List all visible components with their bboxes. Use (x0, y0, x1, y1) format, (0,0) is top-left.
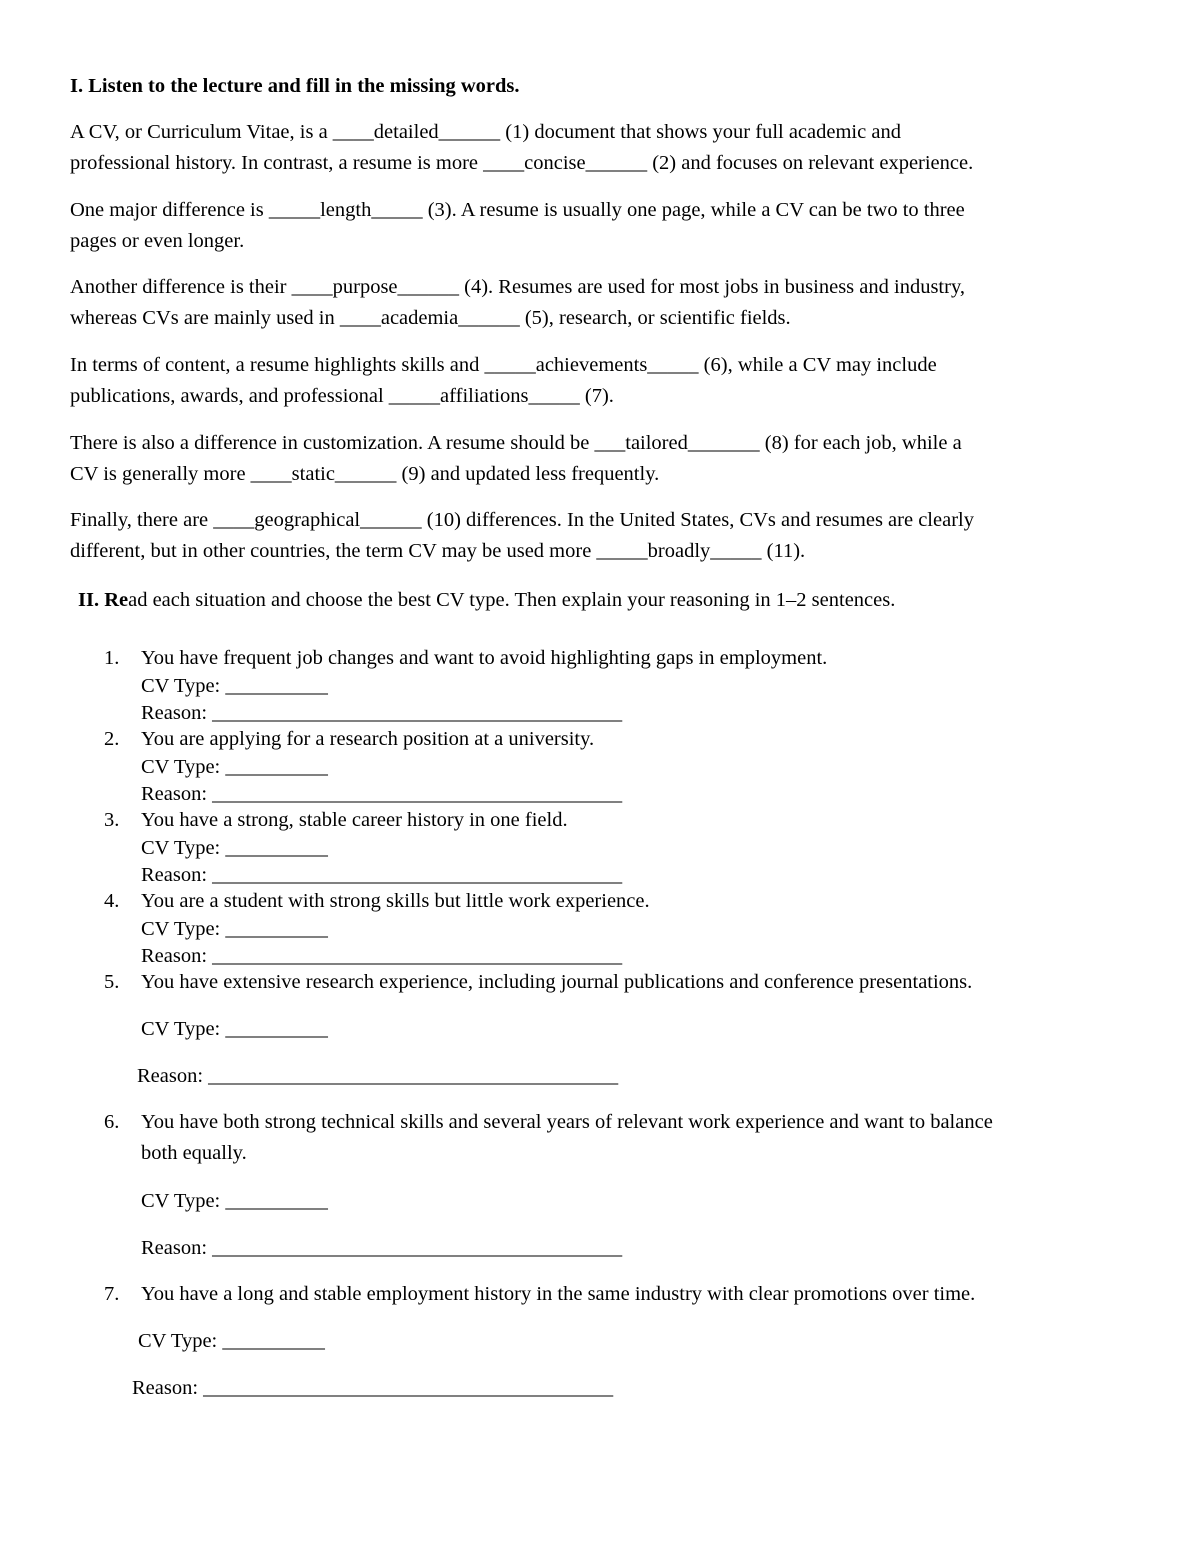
paragraph-line: different, but in other countries, the term CV may be used more _____broadly_____ (11). (70, 540, 806, 562)
paragraph-line: There is also a difference in customization. A resume should be ___tailored_______ (8) for each job, while a (70, 432, 962, 454)
item-text: You have extensive research experience, including journal publications and conference presentations. (141, 971, 973, 993)
paragraph-line: In terms of content, a resume highlights skills and _____achievements_____ (6), while a CV may include (70, 354, 937, 376)
reason-blank[interactable]: Reason: ________________________________________ (141, 1237, 623, 1259)
item-text: You have frequent job changes and want to avoid highlighting gaps in employment. (141, 647, 828, 669)
paragraph-line: pages or even longer. (70, 230, 245, 252)
paragraph-line: A CV, or Curriculum Vitae, is a ____detailed______ (1) document that shows your full academic and (70, 121, 901, 143)
cv-type-blank[interactable]: CV Type: __________ (141, 1190, 328, 1212)
cv-type-blank[interactable]: CV Type: __________ (138, 1330, 325, 1352)
paragraph-line: professional history. In contrast, a resume is more ____concise______ (2) and focuses on relevant experience. (70, 152, 974, 174)
paragraph-line: whereas CVs are mainly used in ____academia______ (5), research, or scientific fields. (70, 307, 791, 329)
item-text: You are applying for a research position at a university. (141, 728, 595, 750)
paragraph-6 (70, 505, 1135, 567)
section2-heading-rest: ad each situation and choose the best CV type. Then explain your reasoning in 1–2 sentences. (128, 589, 896, 611)
paragraph-1 (70, 117, 1135, 179)
reason-blank[interactable]: Reason: ________________________________________ (141, 864, 623, 886)
cv-type-blank[interactable]: CV Type: __________ (141, 675, 328, 697)
paragraph-line: publications, awards, and professional _____affiliations_____ (7). (70, 385, 614, 407)
item-text: You have a long and stable employment history in the same industry with clear promotions over time. (141, 1283, 976, 1305)
item-number: 3. (104, 809, 120, 831)
item-text: You have both strong technical skills and several years of relevant work experience and want to balance (141, 1111, 993, 1133)
paragraph-3 (70, 272, 1135, 334)
reason-blank[interactable]: Reason: ________________________________________ (141, 783, 623, 805)
item-text-continued: both equally. (141, 1142, 247, 1164)
reason-blank[interactable]: Reason: ________________________________________ (137, 1065, 619, 1087)
section2-heading-bold: II. Re (78, 589, 129, 611)
paragraph-line: Finally, there are ____geographical______ (10) differences. In the United States, CVs and resumes are clearly (70, 509, 974, 531)
reason-blank[interactable]: Reason: ________________________________________ (132, 1377, 614, 1399)
cv-type-blank[interactable]: CV Type: __________ (141, 837, 328, 859)
reason-blank[interactable]: Reason: ________________________________________ (141, 702, 623, 724)
item-number: 4. (104, 890, 120, 912)
item-number: 6. (104, 1111, 120, 1133)
item-text: You have a strong, stable career history in one field. (141, 809, 568, 831)
item-number: 7. (104, 1283, 120, 1305)
item-number: 5. (104, 971, 120, 993)
paragraph-line: CV is generally more ____static______ (9) and updated less frequently. (70, 463, 660, 485)
item-text: You are a student with strong skills but little work experience. (141, 890, 650, 912)
cv-type-blank[interactable]: CV Type: __________ (141, 918, 328, 940)
paragraph-line: One major difference is _____length_____ (3). A resume is usually one page, while a CV can be two to three (70, 199, 965, 221)
paragraph-2 (70, 195, 1135, 257)
section1-heading: I. Listen to the lecture and fill in the missing words. (70, 75, 520, 97)
cv-type-blank[interactable]: CV Type: __________ (141, 756, 328, 778)
item-number: 1. (104, 647, 120, 669)
cv-type-blank[interactable]: CV Type: __________ (141, 1018, 328, 1040)
paragraph-4 (70, 350, 1135, 412)
section2-heading (78, 585, 895, 616)
reason-blank[interactable]: Reason: ________________________________________ (141, 945, 623, 967)
item-number: 2. (104, 728, 120, 750)
paragraph-line: Another difference is their ____purpose______ (4). Resumes are used for most jobs in business and industry, (70, 276, 966, 298)
paragraph-5 (70, 428, 1135, 490)
